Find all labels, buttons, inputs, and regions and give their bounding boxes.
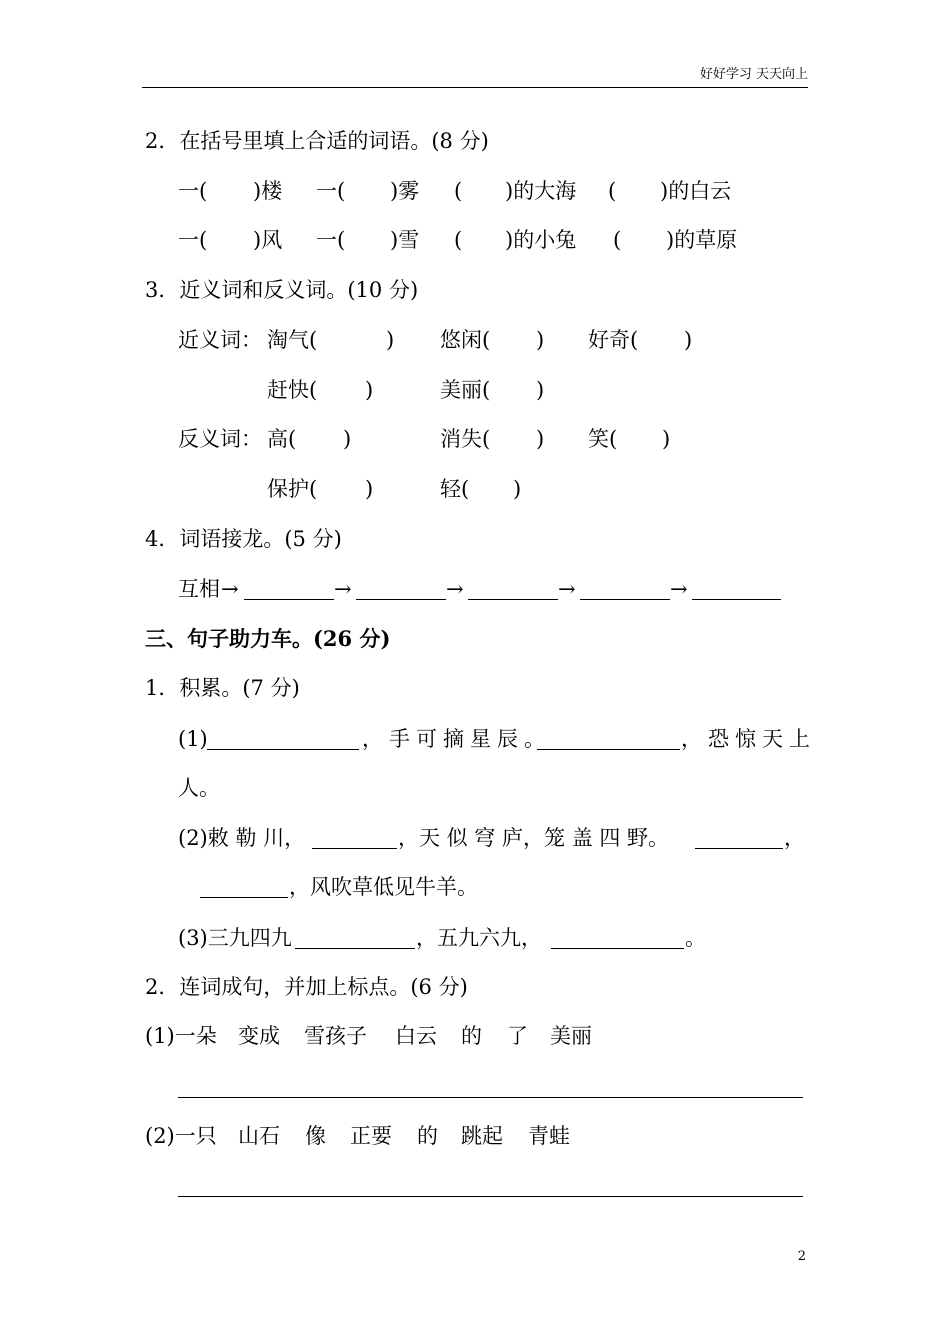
q4-arrow-2: →: [334, 577, 352, 601]
q2-title: 2．在括号里填上合适的词语。(8 分): [145, 129, 489, 153]
q3-ant-close-4: ): [365, 477, 374, 501]
s3-q1-p2-blank-1[interactable]: [312, 848, 397, 849]
s3-q2-answer-line-2[interactable]: [178, 1196, 803, 1197]
q2-r2-c1: 一(: [178, 228, 208, 252]
q3-ant-word-1: 高(: [267, 427, 297, 451]
s3-q2-i2-w7: 青蛙: [528, 1124, 570, 1148]
q4-blank-5[interactable]: [692, 599, 781, 600]
q2-r2-c2: )风: [253, 228, 283, 252]
q3-syn-word-5: 美丽(: [440, 378, 491, 402]
q3-ant-close-5: ): [513, 477, 522, 501]
s3-q2-i2-w6: 跳起: [461, 1124, 503, 1148]
s3-q2-answer-line-1[interactable]: [178, 1097, 803, 1098]
q4-blank-1[interactable]: [244, 599, 334, 600]
s3-q2-i1-w5: 的: [461, 1024, 482, 1048]
s3-q1-p2-blank-2[interactable]: [695, 848, 783, 849]
q3-syn-word-1: 淘气(: [267, 328, 318, 352]
q4-arrow-1: →: [221, 577, 239, 601]
q2-r2-c6: )的小兔: [505, 228, 577, 252]
q3-syn-close-1: ): [386, 328, 395, 352]
s3-q2-i2-w2: 山石: [238, 1124, 280, 1148]
s3-q1-p1-cont: 人。: [178, 776, 220, 800]
s3-q1-p2-mid: ，天 似 穹 庐，笼 盖 四 野。: [398, 826, 670, 850]
q3-ant-close-3: ): [662, 427, 671, 451]
q4-arrow-5: →: [670, 577, 688, 601]
s3-q2-i1-w1: (1)一朵: [145, 1024, 217, 1048]
s3-q1-p1-blank-1[interactable]: [207, 749, 359, 750]
q3-synonym-label: 近义词：: [178, 328, 262, 352]
q4-arrow-4: →: [558, 577, 576, 601]
s3-q1-title: 1．积累。(7 分): [145, 676, 300, 700]
q2-r2-c8: )的草原: [666, 228, 738, 252]
s3-q2-i2-w4: 正要: [350, 1124, 392, 1148]
s3-q2-i1-w2: 变成: [238, 1024, 280, 1048]
q2-r1-c5: (: [454, 179, 463, 203]
q2-r1-c4: )雾: [390, 179, 420, 203]
q3-ant-word-5: 轻(: [440, 477, 470, 501]
q3-ant-close-2: ): [536, 427, 545, 451]
q3-syn-word-4: 赶快(: [267, 378, 318, 402]
s3-q1-p3-start: (3)三九四九: [178, 926, 292, 950]
header-motto: 好好学习 天天向上: [699, 67, 808, 82]
q3-syn-word-2: 悠闲(: [440, 328, 491, 352]
q2-r1-c8: )的白云: [660, 179, 732, 203]
s3-q1-p2-blank-3[interactable]: [200, 897, 288, 898]
q2-r2-c3: 一(: [316, 228, 346, 252]
q4-blank-3[interactable]: [468, 599, 558, 600]
s3-q1-p1-end: ，恐惊天上: [681, 727, 816, 751]
q3-syn-word-3: 好奇(: [588, 328, 639, 352]
q3-ant-close-1: ): [343, 427, 352, 451]
s3-q1-p2-end: ，: [784, 826, 805, 850]
q2-r1-c7: (: [608, 179, 617, 203]
s3-q2-i2-w3: 像: [305, 1124, 326, 1148]
s3-q2-i1-w6: 了: [507, 1024, 528, 1048]
q3-antonym-label: 反义词：: [178, 427, 262, 451]
s3-q1-p1-mid: ，手可摘星辰。: [362, 727, 551, 751]
s3-q1-p3-mid: ，五九六九，: [416, 926, 542, 950]
s3-q1-p1-num: (1): [178, 727, 208, 751]
s3-q2-i1-w3: 雪孩子: [304, 1024, 367, 1048]
q3-ant-word-2: 消失(: [440, 427, 491, 451]
q2-r1-c6: )的大海: [505, 179, 577, 203]
s3-q1-p3-blank-2[interactable]: [551, 948, 684, 949]
s3-q2-i2-w5: 的: [417, 1124, 438, 1148]
s3-q2-i1-w7: 美丽: [550, 1024, 592, 1048]
q3-ant-word-3: 笑(: [588, 427, 618, 451]
q4-blank-2[interactable]: [356, 599, 446, 600]
q3-syn-close-4: ): [365, 378, 374, 402]
q4-title: 4．词语接龙。(5 分): [145, 527, 342, 551]
q3-ant-word-4: 保护(: [267, 477, 318, 501]
q4-blank-4[interactable]: [580, 599, 670, 600]
s3-q1-p2-start: (2)敕 勒 川，: [178, 826, 306, 850]
q2-r2-c5: (: [454, 228, 463, 252]
s3-q2-i1-w4: 白云: [395, 1024, 437, 1048]
q3-title: 3．近义词和反义词。(10 分): [145, 278, 419, 302]
s3-q2-i2-w1: (2)一只: [145, 1124, 217, 1148]
q4-start-word: 互相: [178, 577, 220, 601]
section-3-title: 三、句子助力车。(26 分): [145, 626, 391, 651]
q2-r2-c4: )雪: [390, 228, 420, 252]
q2-r1-c2: )楼: [253, 179, 283, 203]
s3-q1-p1-blank-2[interactable]: [537, 749, 680, 750]
q4-arrow-3: →: [446, 577, 464, 601]
q3-syn-close-2: ): [536, 328, 545, 352]
page-number: 2: [797, 1249, 806, 1264]
q2-r1-c3: 一(: [316, 179, 346, 203]
s3-q1-p3-blank-1[interactable]: [295, 948, 415, 949]
q3-syn-close-5: ): [536, 378, 545, 402]
q3-syn-close-3: ): [684, 328, 693, 352]
header-rule: [142, 87, 808, 88]
s3-q1-p3-end: 。: [685, 926, 706, 950]
q2-r1-c1: 一(: [178, 179, 208, 203]
s3-q2-title: 2．连词成句，并加上标点。(6 分): [145, 975, 468, 999]
s3-q1-p2-cont: ，风吹草低见牛羊。: [289, 875, 478, 899]
q2-r2-c7: (: [613, 228, 622, 252]
